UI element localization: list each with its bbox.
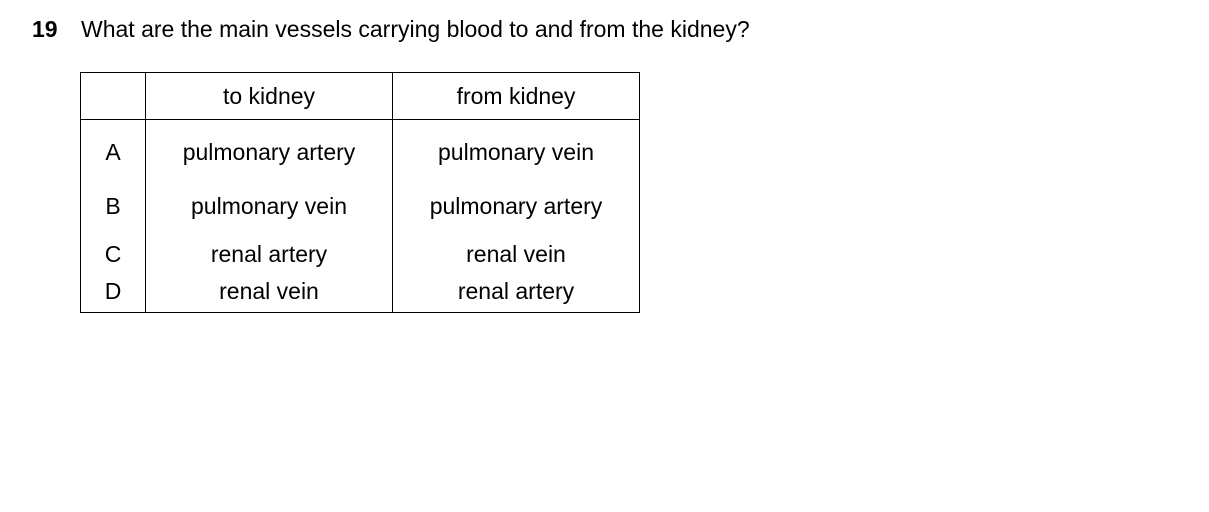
to-kidney-cell: renal artery bbox=[146, 230, 393, 278]
table-row-c bbox=[81, 230, 640, 278]
from-kidney-cell: pulmonary vein bbox=[393, 120, 640, 183]
option-letter: A bbox=[81, 120, 146, 183]
option-letter: D bbox=[81, 278, 146, 313]
answer-table bbox=[80, 72, 640, 313]
from-kidney-cell: renal vein bbox=[393, 230, 640, 278]
option-letter: B bbox=[81, 182, 146, 230]
question-number: 19 bbox=[32, 16, 58, 42]
from-kidney-cell: pulmonary artery bbox=[393, 182, 640, 230]
to-kidney-cell: pulmonary artery bbox=[146, 120, 393, 183]
table-row-d bbox=[81, 278, 640, 313]
to-kidney-cell: pulmonary vein bbox=[146, 182, 393, 230]
table-row-b bbox=[81, 182, 640, 230]
question-text: What are the main vessels carrying blood to and from the kidney? bbox=[81, 16, 750, 42]
header-letter-cell bbox=[81, 73, 146, 120]
to-kidney-cell: renal vein bbox=[146, 278, 393, 313]
header-to-kidney: to kidney bbox=[146, 73, 393, 120]
table-row-a bbox=[81, 120, 640, 183]
header-from-kidney: from kidney bbox=[393, 73, 640, 120]
option-letter: C bbox=[81, 230, 146, 278]
from-kidney-cell: renal artery bbox=[393, 278, 640, 313]
table-header-row bbox=[81, 73, 640, 120]
